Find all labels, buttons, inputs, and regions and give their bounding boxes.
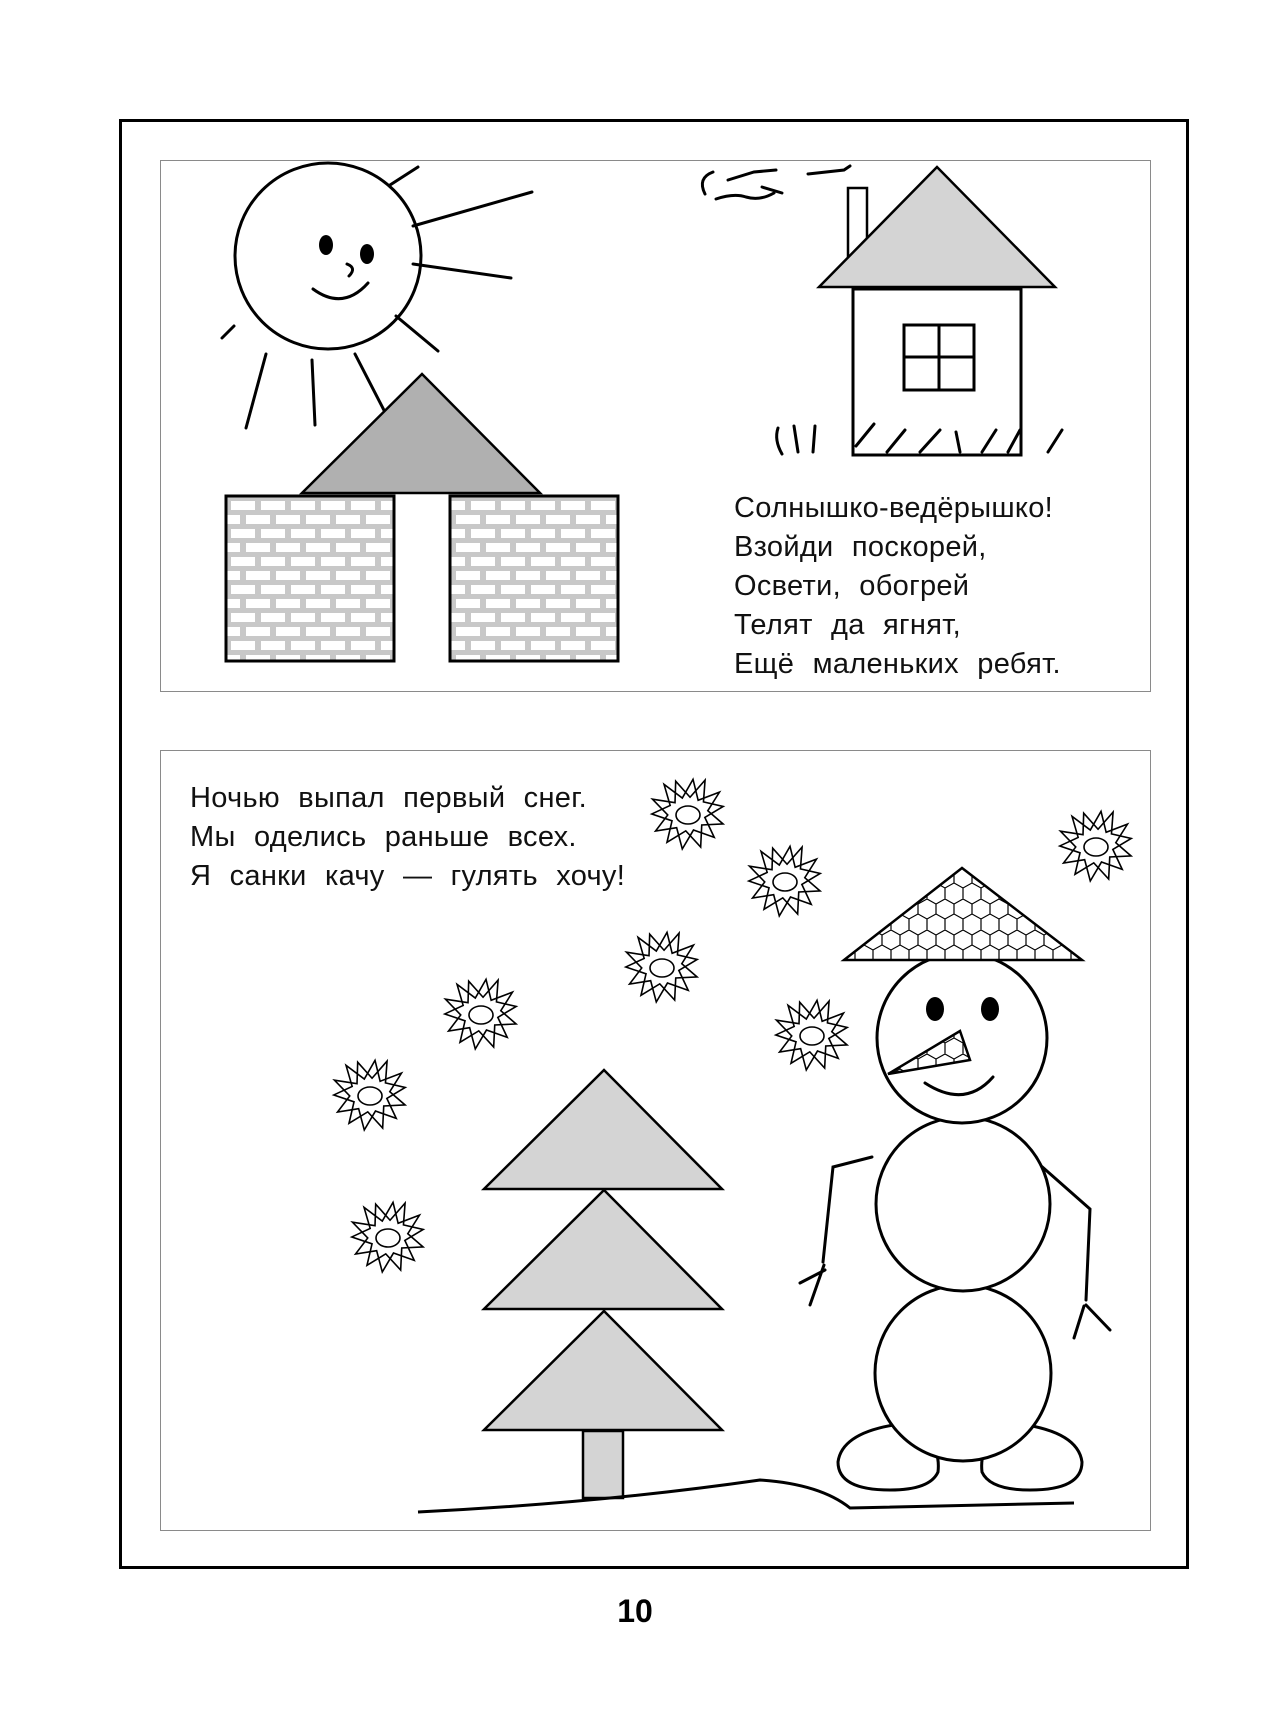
fir-tree-icon [484, 1070, 722, 1498]
snowflake-icon [616, 922, 706, 1009]
poem-line: Мы оделись раньше всех. [190, 821, 577, 853]
snowflake-icon [766, 990, 856, 1077]
snowflake-icon [642, 769, 732, 856]
page-number: 10 [617, 1593, 653, 1629]
poem-line: Солнышко-ведёрышко! [734, 492, 1054, 524]
snowflake-icon [1050, 801, 1140, 888]
smoke-icon [702, 166, 850, 199]
poem-line: Освети, обогрей [734, 570, 970, 602]
poem-line: Телят да ягнят, [734, 609, 961, 641]
poem-snow [190, 779, 625, 896]
snowflake-icon [435, 969, 525, 1056]
snowflake-icon [739, 836, 829, 923]
house-icon [819, 167, 1055, 455]
poem-sun [734, 489, 1061, 684]
ground-line-icon [418, 1480, 1074, 1512]
poem-line: Я санки качу — гулять хочу! [190, 860, 626, 892]
snowflake-icon [342, 1192, 432, 1279]
snowman-icon [800, 868, 1110, 1490]
brick-house-icon [226, 374, 618, 661]
poem-line: Взойди поскорей, [734, 531, 987, 563]
sun-icon [222, 163, 532, 428]
poem-line: Ночью выпал первый снег. [190, 782, 587, 814]
snowflake-icon [324, 1050, 414, 1137]
poem-line: Ещё маленьких ребят. [734, 648, 1061, 680]
